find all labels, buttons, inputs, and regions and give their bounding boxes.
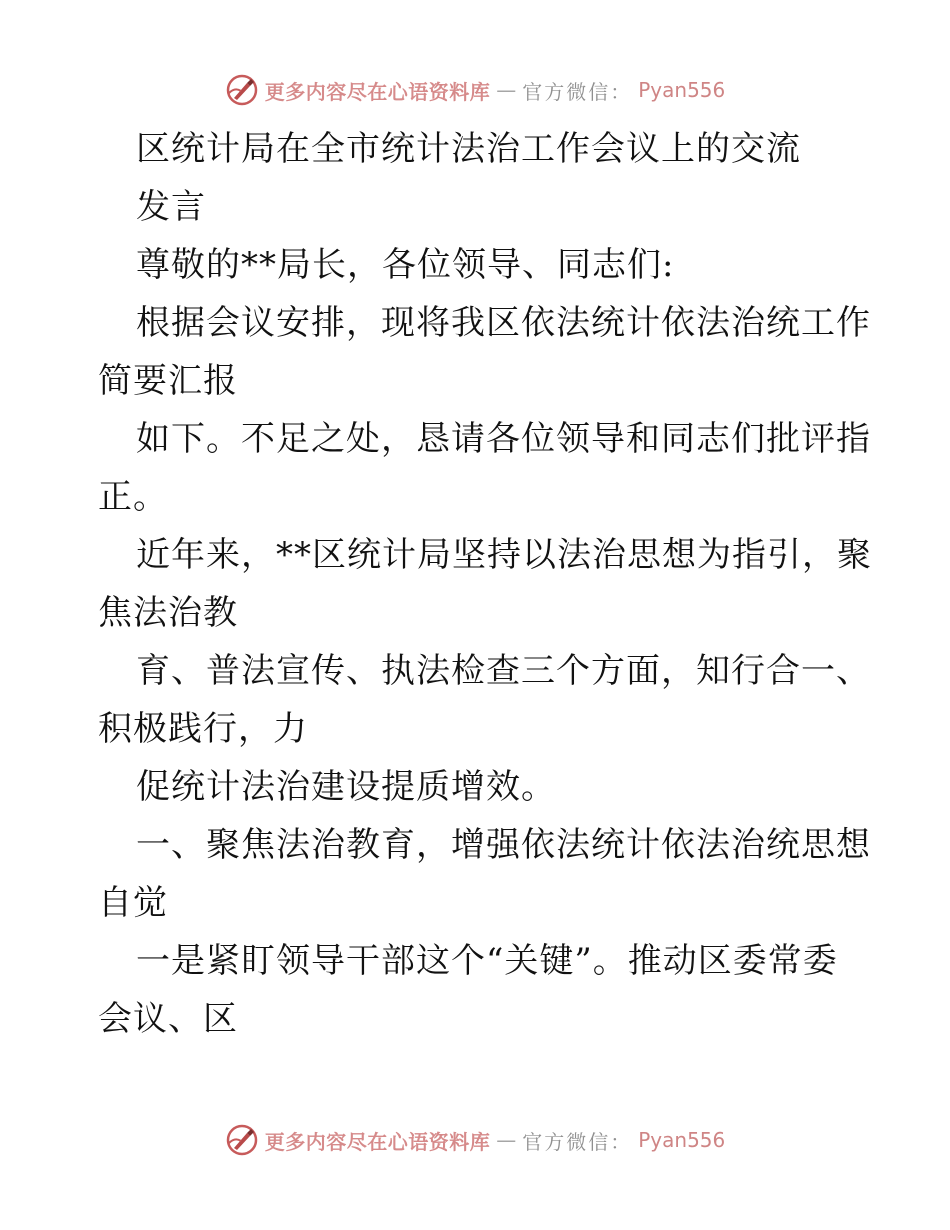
text-line: 正。 [98,477,168,517]
header-watermark [0,70,950,110]
watermark-wechat-label: 官方微信： [522,1129,633,1154]
footer-watermark [0,1120,950,1160]
text-line: 简要汇报 [98,361,238,401]
pen-logo-icon [225,73,259,107]
watermark-brand-text: 更多内容尽在心语资料库 [264,79,491,104]
text-line: 区统计局在全市统计法治工作会议上的交流 [136,129,801,169]
watermark-wechat-label: 官方微信： [522,79,633,104]
text-line: 会议、区 [98,999,238,1039]
text-line: 促统计法治建设提质增效。 [136,767,556,807]
text-line: 如下。不足之处，恳请各位领导和同志们批评指 [136,419,871,459]
text-line: 一是紧盯领导干部这个“关键”。推动区委常委 [136,941,838,981]
text-line: 近年来，**区统计局坚持以法治思想为指引，聚 [136,535,872,575]
text-line: 积极践行，力 [98,709,308,749]
text-line: 尊敬的**局长，各位领导、同志们: [136,245,675,285]
text-line: 根据会议安排，现将我区依法统计依法治统工作 [136,303,871,343]
text-line: 焦法治教 [98,593,238,633]
watermark-wechat-id: Pyan556 [638,78,726,102]
watermark-wechat-id: Pyan556 [638,1128,726,1152]
document-body [98,120,872,1048]
watermark-separator: — [496,1128,517,1152]
text-line: 一、聚焦法治教育，增强依法统计依法治统思想 [136,825,871,865]
pen-logo-icon [225,1123,259,1157]
text-line: 发言 [136,187,206,227]
watermark-brand-text: 更多内容尽在心语资料库 [264,1129,491,1154]
watermark-separator: — [496,78,517,102]
text-line: 育、普法宣传、执法检查三个方面，知行合一、 [136,651,871,691]
text-line: 自觉 [98,883,168,923]
